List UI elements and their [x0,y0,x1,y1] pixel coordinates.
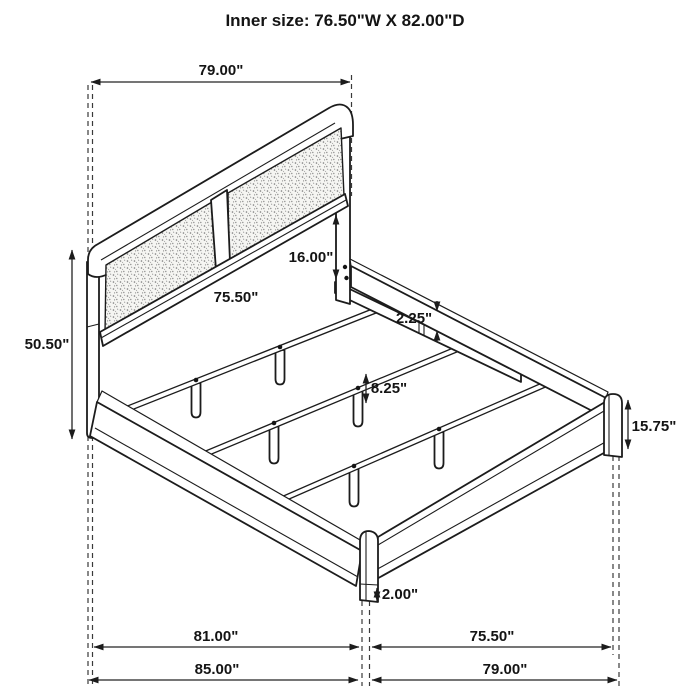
label-headboard-height: 50.50" [24,336,70,353]
footboard [360,394,622,602]
label-foot-clearance: 2.00" [381,586,419,603]
side-rail-near [90,391,367,586]
footboard-near-post [360,531,378,602]
label-footboard-height: 15.75" [631,418,677,435]
label-slat-area-length: 81.00" [193,628,239,645]
footboard-far-post [604,394,622,457]
label-overall-width: 79.00" [482,661,528,678]
center-rail [335,282,521,382]
footboard-panel [373,402,611,581]
headboard [87,105,353,439]
label-headboard-inner-width: 75.50" [213,289,259,306]
label-inner-length: 75.50" [469,628,515,645]
label-panel-to-rail-height: 16.00" [288,249,334,266]
diagram-title: Inner size: 76.50"W X 82.00"D [225,11,465,30]
label-headboard-width: 79.00" [198,62,244,79]
label-overall-length: 85.00" [194,661,240,678]
label-center-rail-thickness: 2.25" [395,310,433,327]
label-support-leg-height: 8.25" [370,380,408,397]
